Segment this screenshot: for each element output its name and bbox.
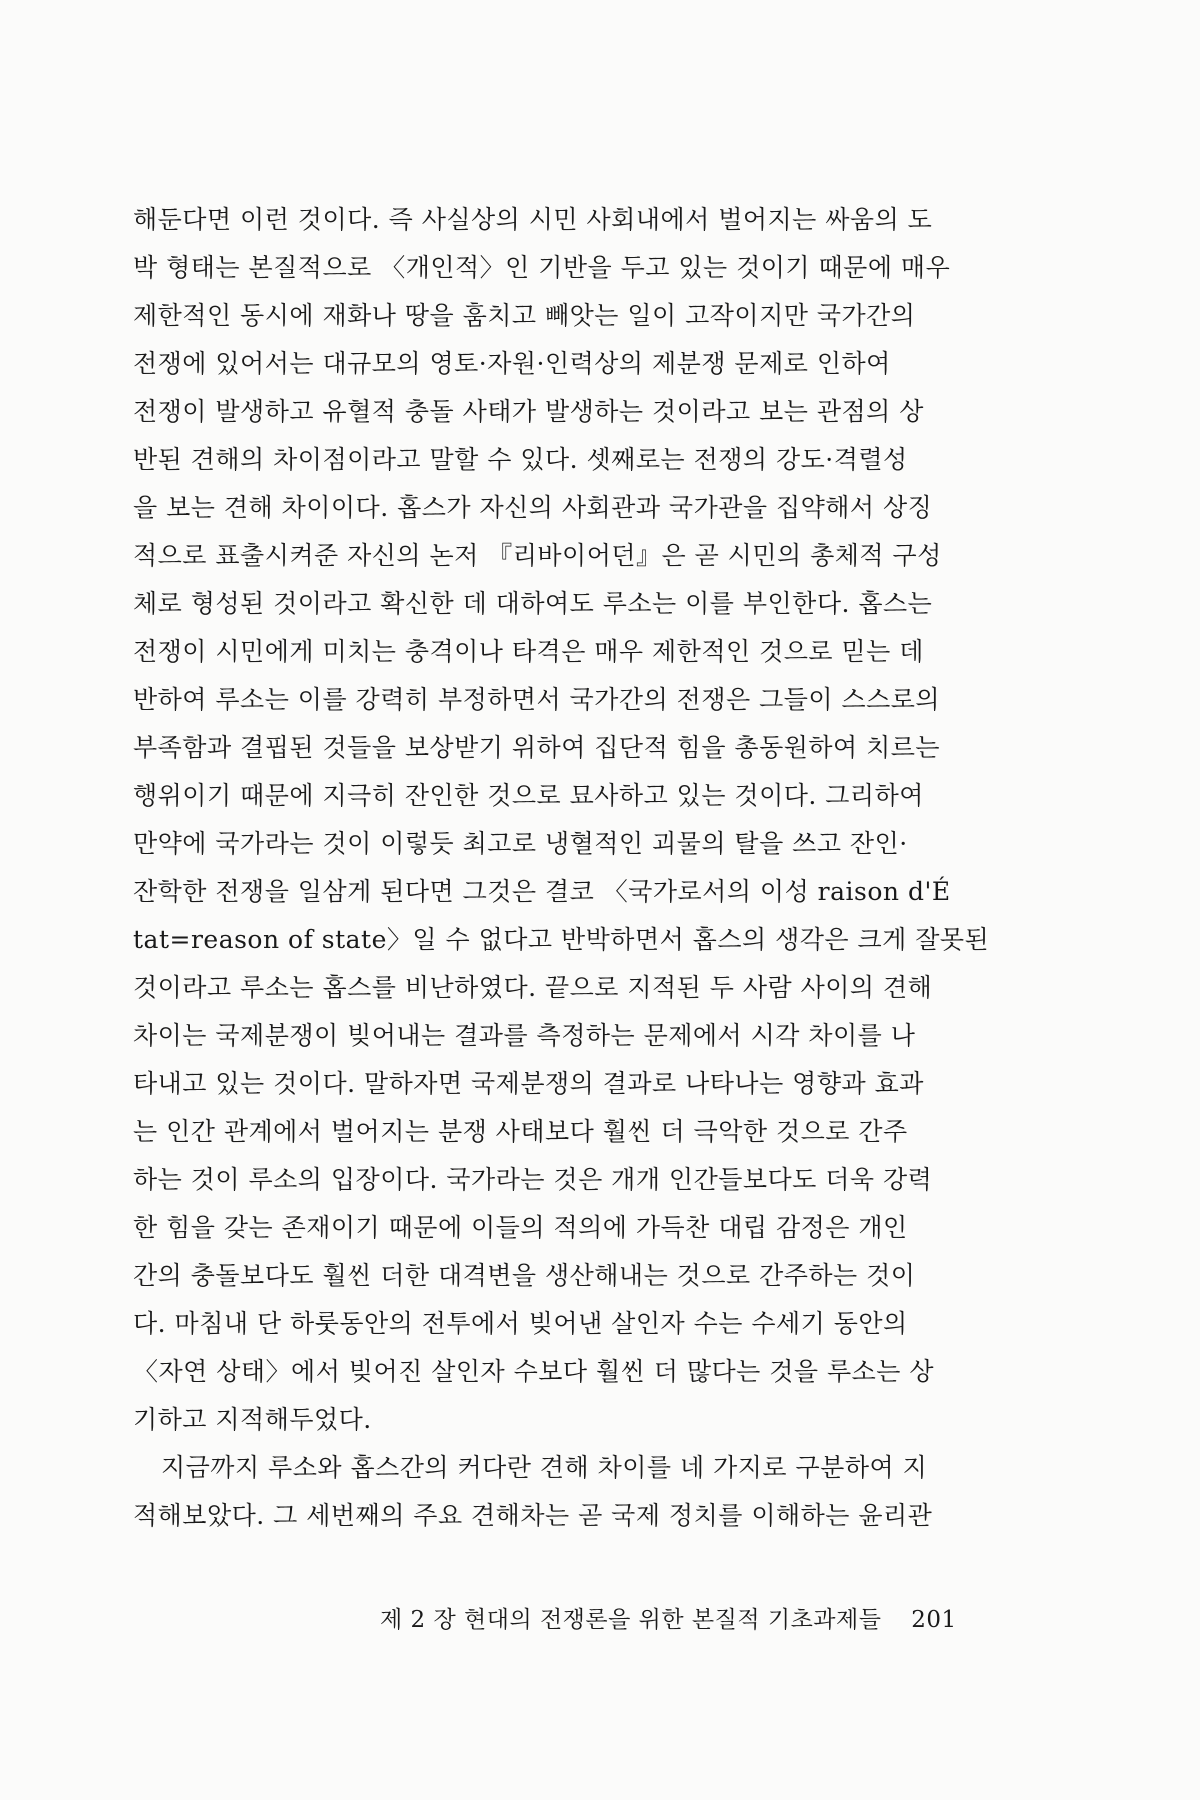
text-line: 반된 견해의 차이점이라고 말할 수 있다. 셋째로는 전쟁의 강도·격렬성: [133, 445, 908, 474]
text-line: 전쟁에 있어서는 대규모의 영토·자원·인력상의 제분쟁 문제로 인하여: [133, 349, 891, 378]
text-line: 반하여 루소는 이를 강력히 부정하면서 국가간의 전쟁은 그들이 스스로의: [133, 685, 941, 714]
text-line: 박 형태는 본질적으로 〈개인적〉인 기반을 두고 있는 것이기 때문에 매우: [133, 253, 951, 282]
text-line: 만약에 국가라는 것이 이렇듯 최고로 냉혈적인 괴물의 탈을 쓰고 잔인·: [133, 829, 908, 858]
running-footer: [380, 1600, 1020, 1640]
text-line: 체로 형성된 것이라고 확신한 데 대하여도 루소는 이를 부인한다. 홉스는: [133, 589, 933, 618]
text-line: 는 인간 관계에서 벌어지는 분쟁 사태보다 훨씬 더 극악한 것으로 간주: [133, 1117, 908, 1146]
text-line: 제한적인 동시에 재화나 땅을 훔치고 빼앗는 일이 고작이지만 국가간의: [133, 301, 916, 330]
text-line: 타내고 있는 것이다. 말하자면 국제분쟁의 결과로 나타나는 영향과 효과: [133, 1069, 924, 1098]
text-line: 것이라고 루소는 홉스를 비난하였다. 끝으로 지적된 두 사람 사이의 견해: [133, 973, 933, 1002]
text-line: 적해보았다. 그 세번째의 주요 견해차는 곧 국제 정치를 이해하는 윤리관: [133, 1501, 933, 1530]
text-line: 전쟁이 시민에게 미치는 충격이나 타격은 매우 제한적인 것으로 믿는 데: [133, 637, 924, 666]
paragraph-first-line: 지금까지 루소와 홉스간의 커다란 견해 차이를 네 가지로 구분하여 지: [161, 1453, 928, 1482]
text-line: 전쟁이 발생하고 유혈적 충돌 사태가 발생하는 것이라고 보는 관점의 상: [133, 397, 924, 426]
text-line: 을 보는 견해 차이이다. 홉스가 자신의 사회관과 국가관을 집약해서 상징: [133, 493, 933, 522]
page-number: 201: [911, 1607, 957, 1633]
text-line: tat=reason of state〉일 수 없다고 반박하면서 홉스의 생각은 크게 잘못된: [133, 925, 990, 954]
chapter-title: 제 2 장 현대의 전쟁론을 위한 본질적 기초과제들: [380, 1607, 882, 1633]
text-line: 기하고 지적해두었다.: [133, 1405, 372, 1434]
text-line: 차이는 국제분쟁이 빚어내는 결과를 측정하는 문제에서 시각 차이를 나: [133, 1021, 916, 1050]
text-line: 부족함과 결핍된 것들을 보상받기 위하여 집단적 힘을 총동원하여 치르는: [133, 733, 941, 762]
text-line: 잔학한 전쟁을 일삼게 된다면 그것은 결코 〈국가로서의 이성 raison d'É: [133, 877, 951, 906]
text-line: 하는 것이 루소의 입장이다. 국가라는 것은 개개 인간들보다도 더욱 강력: [133, 1165, 933, 1194]
text-line: 해둔다면 이런 것이다. 즉 사실상의 시민 사회내에서 벌어지는 싸움의 도: [133, 205, 933, 234]
body-text: [133, 196, 1058, 1540]
text-line: 〈자연 상태〉에서 빚어진 살인자 수보다 훨씬 더 많다는 것을 루소는 상: [133, 1357, 935, 1386]
text-line: 행위이기 때문에 지극히 잔인한 것으로 묘사하고 있는 것이다. 그리하여: [133, 781, 924, 810]
text-line: 간의 충돌보다도 훨씬 더한 대격변을 생산해내는 것으로 간주하는 것이: [133, 1261, 916, 1290]
text-line: 한 힘을 갖는 존재이기 때문에 이들의 적의에 가득찬 대립 감정은 개인: [133, 1213, 908, 1242]
text-line: 다. 마침내 단 하룻동안의 전투에서 빚어낸 살인자 수는 수세기 동안의: [133, 1309, 908, 1338]
text-line: 적으로 표출시켜준 자신의 논저 『리바이어던』은 곧 시민의 총체적 구성: [133, 541, 942, 570]
